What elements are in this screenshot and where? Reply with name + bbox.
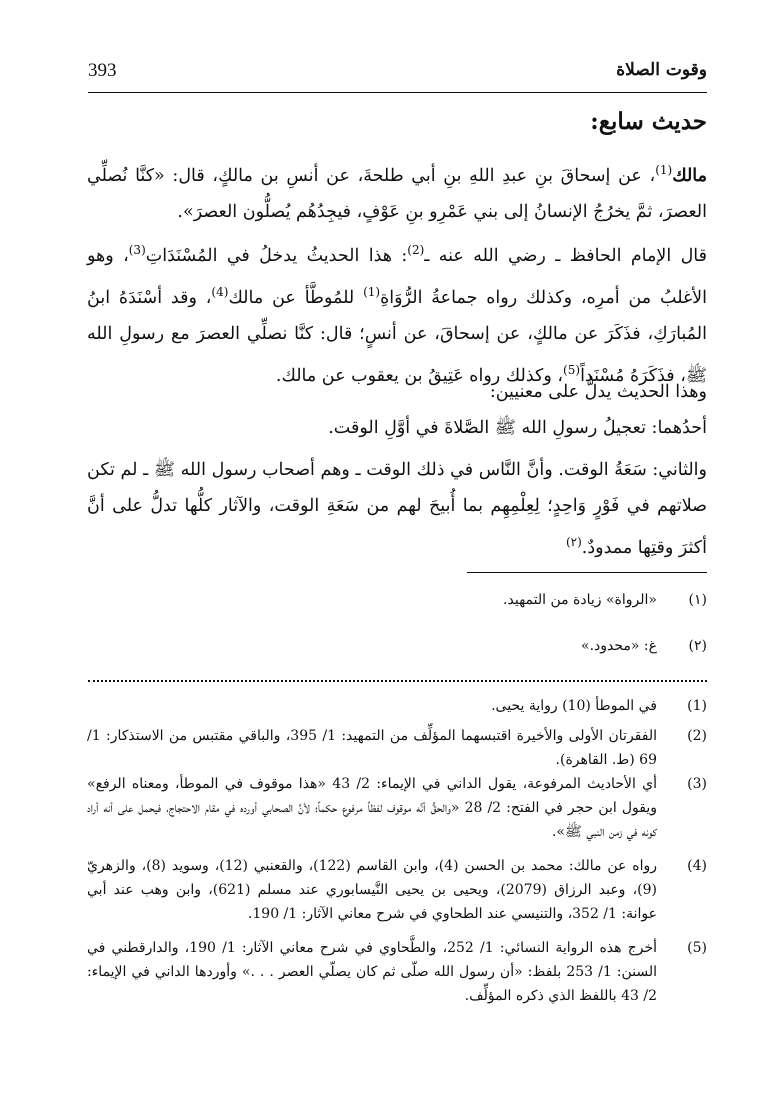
footnote-ref: (1)	[655, 163, 673, 177]
commentary-text: : هذا الحديثُ يدخلُ في المُسْنَدَاتِ	[145, 245, 408, 266]
hadith-text: ، عن إسحاقَ بنِ عبدِ اللهِ بنِ أبي طلحةَ، عن أنسِ بن مالكٍ، قال: «كنَّا نُصلِّي العصرَ، ثمَّ يخرُجُ الإنسانُ إلى بني عَمْرِو بنِ عَوْفٍ، فيجِدُهُم يُصلُّون العصرَ».	[87, 165, 707, 222]
footnote	[87, 936, 707, 1008]
hadith-narrator: مالك	[672, 165, 707, 186]
hadith-paragraph	[87, 152, 707, 230]
footnote-ref: (5)	[563, 362, 581, 377]
commentary-paragraph	[87, 232, 707, 393]
commentary-text: للمُوطَّأ عن مالك	[228, 287, 364, 308]
footnote-text: رواه عن مالك: محمد بن الحسن (4)، وابن القاسم (122)، والقعنبي (12)، وسويد (8)، والزهريّ (9)، وعبد الرزاق (2079)، ويحيى بن يحيى النَّيسابوري عند مسلم (621)، وابن وهب عند أبي عوانة: 1/ 352، والتنيسي عند الطحاوي في شرح معاني الآثار: 1/ 190.	[87, 858, 658, 922]
footnote-mark: (5)	[687, 940, 707, 956]
footnote-text: أخرج هذه الرواية النسائي: 1/ 252، والطَّحاوي في شرح معاني الآثار: 1/ 190، والدارقطني في السنن: 1/ 253 بلفظ: «أن رسول الله صلّى ثم كان يصلّي العصر . . .» وأوردها الداني في الإيماء: 2/ 43 باللفظ الذي ذكره المؤلِّف.	[87, 940, 658, 1004]
second-meaning-text: والثاني: سَعَةُ الوقت. وأنَّ النَّاس في ذلك الوقت ـ وهم أصحاب رسول الله ﷺ ـ لم تكن صلاتهم في فَوْرٍ وَاحِدٍ؛ لِعِلْمِهِم بما أُبيحَ لهم من سَعَةِ الوقت، والآثار كلُّها تدلُّ على أنَّ أكثرَ وقتِها ممدودٌ.	[87, 460, 707, 558]
footnote-mark: (1)	[687, 698, 707, 714]
section-heading: حديث سابع:	[590, 108, 707, 135]
variant-ref: (٢)	[565, 535, 582, 549]
footnote-ref: (1)	[363, 284, 381, 299]
commentary-text: قال الإمام الحافظ ـ رضي الله عنه ـ	[424, 245, 707, 266]
footnote-mark: (3)	[687, 776, 707, 792]
commentary-text: ، وهو الأغلبُ من أمرِه، وكذلك رواه جماعةُ الرُّوَاةِ	[87, 245, 707, 308]
variant-note-mark: (٢)	[688, 638, 707, 654]
variant-note-mark: (١)	[688, 592, 707, 608]
meanings-intro: وهذا الحديث يدلُّ على معنيين:	[489, 382, 707, 402]
dotted-divider	[88, 680, 707, 682]
commentary-text: ، وكذلك رواه عَتِيقُ بن يعقوب عن مالك.	[275, 365, 564, 386]
footnote-mark: (2)	[687, 728, 707, 744]
footnote-divider	[467, 572, 707, 573]
commentary-text: ، وقد أسْنَدَهُ ابنُ المُبارَكِ، فذَكَرَ عن مالكٍ، عن إسحاقَ، عن أنسٍ؛ قال: كنَّا نصلِّي العصرَ مع رسولِ الله ﷺ، فذَكَرَهُ مُسْنَداً	[87, 287, 707, 386]
variant-note	[87, 634, 707, 658]
page-header	[88, 58, 707, 93]
footnote	[87, 772, 707, 844]
footnote	[87, 724, 707, 772]
variant-note	[87, 588, 707, 612]
footnote	[87, 694, 707, 718]
page-number: 393	[88, 60, 117, 81]
footnote-text: في الموطأ (10) رواية يحيى.	[491, 698, 657, 714]
variant-note-text: غ: «محدود.»	[581, 638, 657, 654]
first-meaning: أحدُهما: تعجيلُ رسولِ الله ﷺ الصَّلاةَ في أوَّلِ الوقت.	[328, 418, 707, 438]
variant-note-text: «الرواة» زيادة من التمهيد.	[503, 592, 657, 608]
footnote-ref: (2)	[407, 243, 425, 257]
second-meaning	[87, 452, 707, 566]
footnote-text: الفقرتان الأولى والأخيرة اقتبسهما المؤلِّف من التمهيد: 1/ 395، والباقي مقتبس من الاستذكار: 1/ 69 (ط. القاهرة).	[87, 728, 657, 768]
footnote-mark: (4)	[687, 858, 707, 874]
footnote-ref: (4)	[211, 284, 229, 299]
footnote	[87, 854, 707, 926]
footnote-text: أي الأحاديث المرفوعة، يقول الداني في الإيماء: 2/ 43 «هذا موقوف في الموطأ، ومعناه الرفع» ويقول ابن حجر في الفتح: 2/ 28 «والحقُّ أنَّه موقوف لفظاً مرفوع حكماً؛ لأنَّ الصحابي أورده في مقام الاحتجاج، فيحمل على أنه أراد كونه في زمن النبي ﷺ».	[87, 776, 657, 840]
footnote-ref: (3)	[128, 243, 146, 257]
running-title: وقوت الصلاة	[616, 60, 707, 80]
